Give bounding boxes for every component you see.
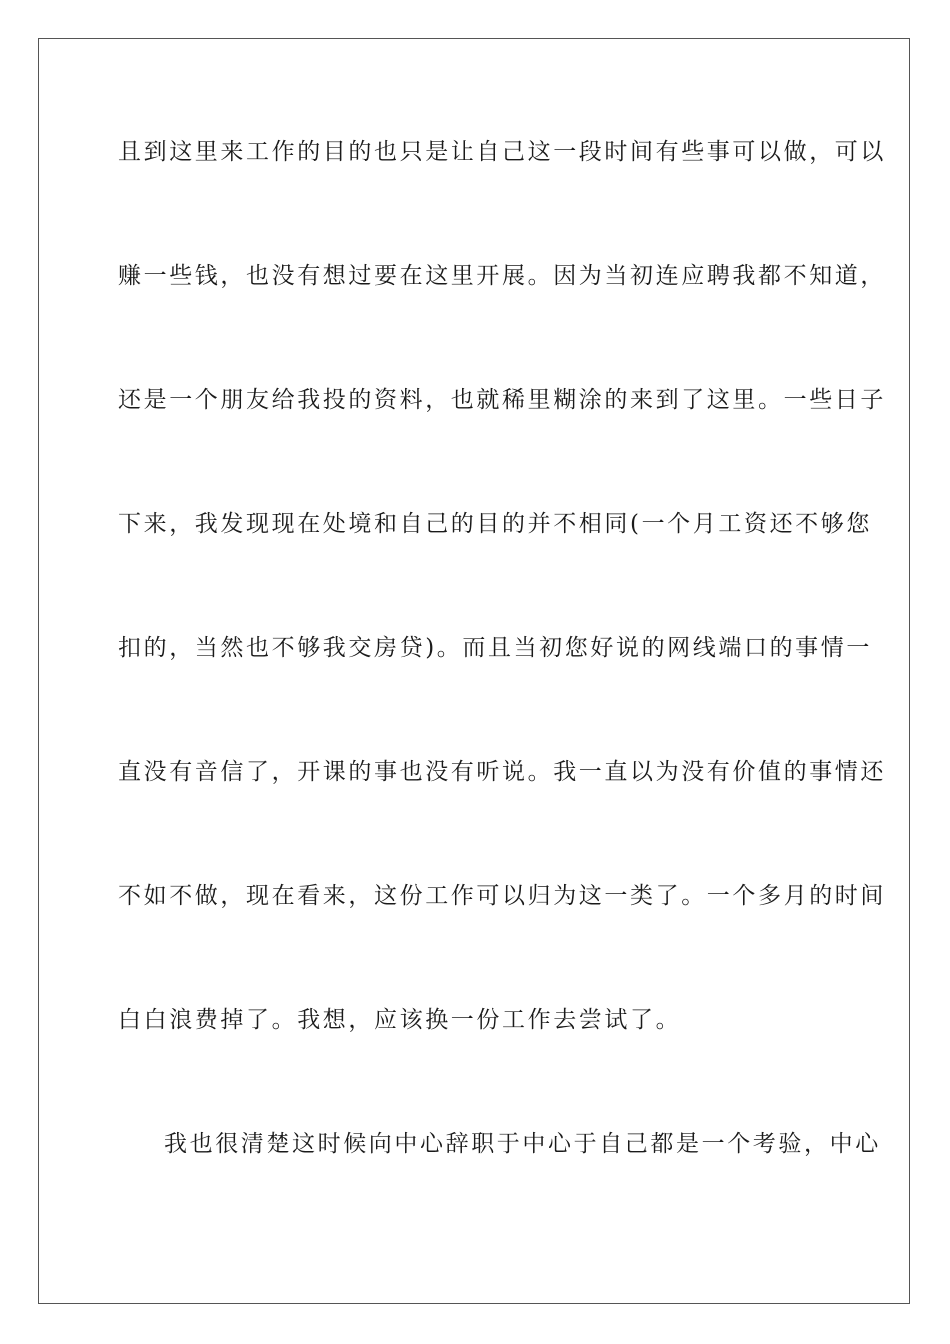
paragraph-start-line: 我也很清楚这时候向中心辞职于中心于自己都是一个考验，中心 [164, 1131, 881, 1157]
text-line: 且到这里来工作的目的也只是让自己这一段时间有些事可以做，可以 [118, 139, 886, 165]
text-line: 扣的，当然也不够我交房贷)。而且当初您好说的网线端口的事情一 [118, 635, 872, 661]
text-line: 直没有音信了，开课的事也没有听说。我一直以为没有价值的事情还 [118, 759, 886, 785]
text-line: 赚一些钱，也没有想过要在这里开展。因为当初连应聘我都不知道， [118, 263, 886, 289]
text-line: 不如不做，现在看来，这份工作可以归为这一类了。一个多月的时间 [118, 883, 886, 909]
text-line: 下来，我发现现在处境和自己的目的并不相同(一个月工资还不够您 [118, 511, 872, 537]
text-line: 还是一个朋友给我投的资料，也就稀里糊涂的来到了这里。一些日子 [118, 387, 886, 413]
text-line: 白白浪费掉了。我想，应该换一份工作去尝试了。 [118, 1007, 682, 1033]
page-frame [38, 38, 910, 1304]
